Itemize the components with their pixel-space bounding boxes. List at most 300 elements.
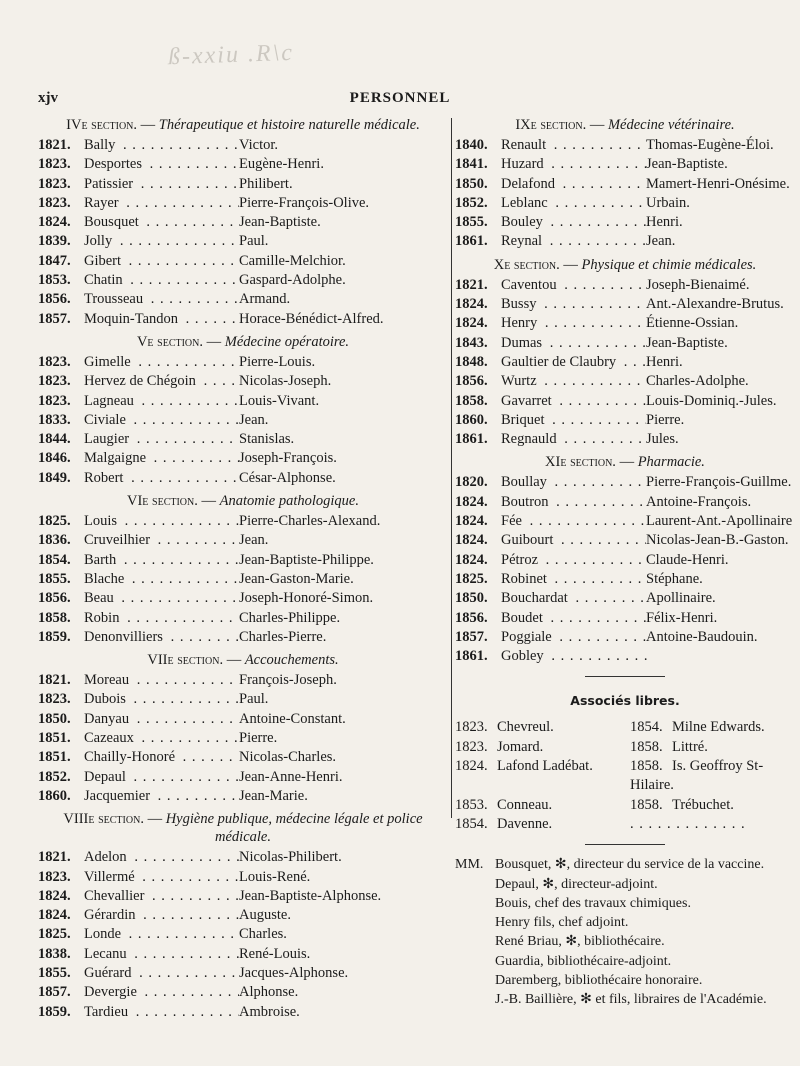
associate-name: Chevreul. bbox=[497, 719, 554, 736]
member-forenames: Victor. bbox=[239, 137, 278, 153]
section-dash: — bbox=[137, 117, 159, 133]
member-surname bbox=[84, 589, 239, 608]
member-forenames: Camille-Melchior. bbox=[239, 252, 346, 269]
member-surname bbox=[84, 690, 239, 709]
member-year: 1823. bbox=[38, 353, 71, 370]
section-subject: Pharmacie. bbox=[637, 454, 705, 471]
associate-name: Conneau. bbox=[497, 796, 553, 813]
member-row bbox=[455, 531, 795, 550]
member-surname-text: Henry bbox=[501, 315, 540, 331]
member-surname bbox=[84, 945, 239, 964]
member-surname bbox=[84, 155, 239, 174]
member-surname bbox=[84, 310, 239, 329]
member-forenames: Joseph-Bienaimé. bbox=[646, 276, 750, 293]
member-row bbox=[455, 175, 795, 194]
staff-line bbox=[455, 894, 795, 913]
member-forenames: Félix-Henri. bbox=[646, 609, 718, 626]
member-surname bbox=[84, 925, 239, 944]
member-row bbox=[455, 628, 795, 647]
member-year: 1850. bbox=[455, 175, 488, 192]
associate-entry bbox=[455, 796, 630, 815]
associate-entry bbox=[630, 815, 790, 834]
member-forenames: Louis-René. bbox=[239, 868, 311, 885]
section-subject: Anatomie pathologique. bbox=[219, 493, 359, 510]
member-forenames: Ant.-Alexandre-Brutus. bbox=[646, 296, 784, 313]
member-surname bbox=[501, 353, 646, 372]
member-surname-text: Jolly bbox=[84, 233, 115, 249]
associate-year: 1823. bbox=[455, 738, 488, 755]
member-row bbox=[455, 353, 795, 372]
member-row bbox=[38, 271, 448, 290]
member-row bbox=[455, 314, 795, 333]
member-forenames: Jean. bbox=[239, 411, 269, 428]
member-surname bbox=[501, 628, 646, 647]
member-forenames: Urbain. bbox=[646, 194, 690, 211]
member-row bbox=[38, 768, 448, 787]
member-surname bbox=[84, 906, 239, 925]
member-row bbox=[38, 983, 448, 1002]
associate-entry bbox=[630, 738, 790, 757]
member-row bbox=[455, 155, 795, 174]
member-surname-text: Barth bbox=[84, 552, 119, 568]
member-forenames: Jean-Baptiste-Philippe. bbox=[239, 551, 374, 568]
member-year: 1824. bbox=[455, 513, 488, 530]
staff-text: Guardia, bibliothécaire-adjoint. bbox=[495, 953, 672, 969]
member-forenames: Paul. bbox=[239, 233, 269, 250]
member-surname-text: Guibourt bbox=[501, 532, 556, 548]
member-surname bbox=[501, 570, 646, 589]
member-surname-text: Cruveilhier bbox=[84, 532, 153, 548]
member-year: 1856. bbox=[455, 373, 488, 390]
member-surname-text: Chevallier bbox=[84, 888, 147, 904]
member-surname-text: Adelon bbox=[84, 849, 130, 865]
member-surname bbox=[501, 551, 646, 570]
member-forenames: Jean-Baptiste. bbox=[239, 214, 321, 231]
associate-entry bbox=[630, 796, 790, 815]
member-surname-text: Villermé bbox=[84, 869, 138, 885]
section-title bbox=[38, 651, 448, 669]
member-row bbox=[38, 449, 448, 468]
section-subject: Médecine vétérinaire. bbox=[607, 117, 735, 133]
staff-text: René Briau, ✻, bibliothécaire. bbox=[495, 934, 665, 950]
member-surname bbox=[84, 848, 239, 867]
member-surname-text: Dumas bbox=[501, 335, 545, 351]
member-surname-text: Robert bbox=[84, 470, 126, 486]
member-surname-text: Moreau bbox=[84, 672, 132, 688]
member-year: 1846. bbox=[38, 450, 71, 467]
member-surname-text: Lagneau bbox=[84, 393, 137, 409]
member-surname bbox=[501, 194, 646, 213]
member-surname bbox=[84, 628, 239, 647]
member-year: 1849. bbox=[38, 469, 71, 486]
section-subject: Médecine opératoire. bbox=[224, 333, 350, 350]
member-year: 1821. bbox=[38, 137, 71, 153]
member-year: 1855. bbox=[38, 964, 71, 981]
member-surname bbox=[501, 392, 646, 411]
member-surname bbox=[84, 353, 239, 372]
section-title bbox=[38, 116, 448, 134]
member-surname-text: Gimelle bbox=[84, 354, 134, 370]
member-year: 1833. bbox=[38, 411, 71, 428]
member-surname-text: Poggiale bbox=[501, 629, 555, 645]
member-year: 1856. bbox=[38, 590, 71, 607]
member-forenames: Jules. bbox=[646, 431, 679, 448]
member-year: 1838. bbox=[38, 945, 71, 962]
associate-entry bbox=[455, 718, 630, 737]
member-forenames: Jacques-Alphonse. bbox=[239, 964, 349, 981]
section-dash: — bbox=[203, 333, 225, 350]
member-forenames: Charles. bbox=[239, 926, 287, 943]
member-surname bbox=[84, 964, 239, 983]
member-surname bbox=[501, 232, 646, 251]
page-folio: xjv bbox=[38, 90, 58, 106]
associate-year: 1854. bbox=[630, 719, 663, 736]
separator-rule bbox=[585, 844, 665, 845]
member-forenames: Eugène-Henri. bbox=[239, 156, 324, 173]
section-dash: — bbox=[559, 256, 582, 273]
member-surname-text: Lecanu bbox=[84, 946, 130, 962]
section-number: IVe section. bbox=[66, 117, 138, 133]
member-surname-text: Delafond bbox=[501, 176, 558, 192]
member-row bbox=[38, 729, 448, 748]
staff-line bbox=[455, 913, 795, 932]
member-row bbox=[38, 748, 448, 767]
member-surname-text: Guérard bbox=[84, 965, 135, 981]
member-row bbox=[455, 473, 795, 492]
right-column bbox=[455, 112, 795, 1010]
member-row bbox=[38, 411, 448, 430]
member-forenames: Nicolas-Joseph. bbox=[239, 373, 332, 390]
member-surname bbox=[84, 787, 239, 806]
member-year: 1852. bbox=[38, 768, 71, 785]
member-surname bbox=[84, 213, 239, 232]
member-year: 1843. bbox=[455, 334, 488, 351]
member-surname bbox=[501, 647, 648, 666]
member-surname bbox=[501, 430, 646, 449]
section-subject: Accouchements. bbox=[244, 652, 339, 669]
member-year: 1855. bbox=[455, 214, 488, 231]
member-forenames: Joseph-François. bbox=[239, 450, 337, 467]
member-row bbox=[455, 213, 795, 232]
associate-year: 1824. bbox=[455, 758, 488, 775]
academy-staff bbox=[455, 855, 795, 1009]
member-surname bbox=[84, 748, 239, 767]
member-surname-text: Patissier bbox=[84, 176, 136, 192]
member-surname bbox=[501, 136, 646, 155]
member-forenames: Pierre-Charles-Alexand. bbox=[239, 513, 381, 530]
member-surname-text: Reynal bbox=[501, 233, 545, 249]
member-row bbox=[38, 252, 448, 271]
staff-text: Daremberg, bibliothécaire honoraire. bbox=[495, 972, 703, 988]
member-forenames: Jean. bbox=[646, 233, 676, 250]
member-row bbox=[455, 411, 795, 430]
member-surname bbox=[501, 314, 646, 333]
member-row bbox=[38, 925, 448, 944]
member-surname bbox=[84, 551, 239, 570]
member-year: 1840. bbox=[455, 137, 488, 153]
member-surname bbox=[501, 473, 646, 492]
member-forenames: Jean-Baptiste. bbox=[646, 334, 728, 351]
member-row bbox=[38, 609, 448, 628]
member-year: 1857. bbox=[38, 984, 71, 1001]
member-surname-text: Rayer bbox=[84, 195, 122, 211]
member-surname bbox=[84, 194, 239, 213]
member-surname-text: Chatin bbox=[84, 272, 126, 288]
staff-line bbox=[455, 855, 795, 874]
section-title bbox=[38, 333, 448, 351]
associate-entry bbox=[455, 738, 630, 757]
member-surname bbox=[84, 1003, 239, 1022]
member-forenames: Claude-Henri. bbox=[646, 551, 729, 568]
member-forenames: Nicolas-Philibert. bbox=[239, 849, 342, 866]
member-year: 1856. bbox=[455, 609, 488, 626]
section-dash: — bbox=[223, 652, 245, 669]
column-divider bbox=[451, 118, 452, 818]
associate-entry bbox=[630, 757, 790, 796]
member-surname-text: Londe bbox=[84, 926, 124, 942]
member-surname-text: Briquet bbox=[501, 412, 548, 428]
member-row bbox=[455, 334, 795, 353]
separator-rule bbox=[585, 676, 665, 677]
member-forenames: Auguste. bbox=[239, 907, 291, 924]
member-row bbox=[38, 136, 448, 155]
member-forenames: Henri. bbox=[646, 353, 683, 370]
member-year: 1859. bbox=[38, 1003, 71, 1020]
member-year: 1823. bbox=[38, 691, 71, 708]
member-surname bbox=[84, 768, 239, 787]
member-forenames: Ambroise. bbox=[239, 1003, 300, 1020]
member-forenames: Charles-Pierre. bbox=[239, 628, 327, 645]
member-year: 1859. bbox=[38, 628, 71, 645]
member-forenames: Jean-Marie. bbox=[239, 787, 308, 804]
member-surname-text: Gavarret bbox=[501, 393, 555, 409]
member-year: 1857. bbox=[38, 310, 71, 327]
staff-line bbox=[455, 932, 795, 951]
member-surname bbox=[84, 175, 239, 194]
member-year: 1854. bbox=[38, 551, 71, 568]
member-year: 1821. bbox=[455, 276, 488, 293]
section-title bbox=[455, 256, 795, 274]
member-surname bbox=[84, 729, 239, 748]
section-number: Ve section. bbox=[136, 333, 204, 350]
member-year: 1820. bbox=[455, 474, 488, 491]
member-year: 1821. bbox=[38, 849, 71, 866]
member-surname bbox=[501, 531, 646, 550]
member-surname bbox=[501, 512, 646, 531]
member-surname bbox=[501, 276, 646, 295]
member-surname-text: Bussy bbox=[501, 296, 539, 312]
member-surname bbox=[84, 710, 239, 729]
member-surname bbox=[84, 671, 239, 690]
section-number: XIe section. bbox=[545, 454, 616, 471]
member-row bbox=[455, 276, 795, 295]
member-forenames: Pierre. bbox=[646, 411, 685, 428]
member-surname-text: Gibert bbox=[84, 253, 124, 269]
member-row bbox=[38, 868, 448, 887]
staff-text: Bousquet, ✻, directeur du service de la vaccine. bbox=[495, 857, 765, 873]
member-year: 1855. bbox=[38, 570, 71, 587]
member-forenames: Antoine-Constant. bbox=[239, 710, 346, 727]
associate-name: Trébuchet. bbox=[672, 796, 734, 813]
member-row bbox=[38, 589, 448, 608]
member-forenames: Philibert. bbox=[239, 175, 293, 192]
staff-line bbox=[455, 952, 795, 971]
member-row bbox=[455, 570, 795, 589]
associate-entry bbox=[630, 718, 790, 737]
member-row bbox=[38, 213, 448, 232]
staff-line bbox=[455, 990, 795, 1009]
member-forenames: Stanislas. bbox=[239, 431, 295, 448]
member-year: 1824. bbox=[455, 493, 488, 510]
member-surname bbox=[501, 295, 646, 314]
member-forenames: Apollinaire. bbox=[646, 590, 716, 607]
member-surname-text: Caventou bbox=[501, 277, 560, 293]
member-row bbox=[38, 155, 448, 174]
staff-text: Henry fils, chef adjoint. bbox=[495, 915, 629, 931]
member-year: 1824. bbox=[455, 315, 488, 332]
section-title bbox=[455, 116, 795, 134]
member-forenames: Pierre-François-Guillme. bbox=[646, 474, 792, 491]
section-dash: — bbox=[197, 493, 220, 510]
member-row bbox=[38, 290, 448, 309]
member-surname bbox=[84, 887, 239, 906]
member-surname-text: Fée bbox=[501, 513, 525, 529]
member-row bbox=[455, 232, 795, 251]
member-row bbox=[38, 310, 448, 329]
staff-text: Bouis, chef des travaux chimiques. bbox=[495, 895, 691, 911]
member-surname bbox=[84, 271, 239, 290]
member-surname-text: Boutron bbox=[501, 494, 552, 510]
member-forenames: Nicolas-Charles. bbox=[239, 749, 337, 766]
associates-heading: Associés libres. bbox=[570, 693, 680, 709]
section-number: Xe section. bbox=[493, 256, 560, 273]
section-title bbox=[455, 453, 795, 471]
member-surname-text: Boudet bbox=[501, 610, 546, 626]
member-surname bbox=[84, 531, 239, 550]
member-surname bbox=[501, 589, 646, 608]
member-row bbox=[38, 353, 448, 372]
member-row bbox=[38, 430, 448, 449]
member-forenames: Charles-Philippe. bbox=[239, 609, 341, 626]
library-stamp: ß-xxiu .R\c bbox=[167, 39, 295, 71]
section-title bbox=[38, 492, 448, 510]
member-row bbox=[38, 1003, 448, 1022]
member-surname bbox=[84, 430, 239, 449]
member-forenames: Antoine-François. bbox=[646, 493, 752, 510]
member-row bbox=[38, 887, 448, 906]
member-row bbox=[455, 493, 795, 512]
member-surname-text: Gobley bbox=[501, 648, 547, 664]
member-surname bbox=[501, 609, 646, 628]
staff-text: Depaul, ✻, directeur-adjoint. bbox=[495, 876, 658, 892]
associate-entry bbox=[455, 815, 630, 834]
member-surname-text: Trousseau bbox=[84, 291, 146, 307]
member-surname bbox=[84, 290, 239, 309]
member-year: 1852. bbox=[455, 194, 488, 211]
member-surname bbox=[501, 155, 646, 174]
staff-text: J.-B. Baillière, ✻ et fils, libraires de l'Académie. bbox=[495, 992, 767, 1008]
member-row bbox=[38, 570, 448, 589]
member-surname-text: Beau bbox=[84, 590, 117, 606]
member-forenames: Pierre-Louis. bbox=[239, 353, 316, 370]
member-year: 1823. bbox=[38, 392, 71, 409]
member-surname-text: Leblanc bbox=[501, 195, 551, 211]
member-surname-text: Moquin-Tandon bbox=[84, 311, 181, 327]
member-year: 1825. bbox=[455, 570, 488, 587]
member-year: 1851. bbox=[38, 730, 71, 747]
member-forenames: César-Alphonse. bbox=[239, 469, 336, 486]
member-forenames: Gaspard-Adolphe. bbox=[239, 272, 346, 289]
member-surname-text: Regnauld bbox=[501, 431, 560, 447]
member-forenames: Stéphane. bbox=[646, 570, 703, 587]
member-forenames: Nicolas-Jean-B.-Gaston. bbox=[646, 532, 789, 549]
member-year: 1860. bbox=[38, 787, 71, 804]
member-year: 1861. bbox=[455, 233, 488, 250]
member-forenames: Jean-Anne-Henri. bbox=[239, 768, 343, 785]
member-forenames bbox=[648, 647, 795, 666]
staff-prefix: MM. bbox=[455, 857, 484, 873]
member-row bbox=[455, 295, 795, 314]
member-surname bbox=[84, 232, 239, 251]
member-row bbox=[455, 372, 795, 391]
member-forenames: Armand. bbox=[239, 291, 291, 308]
member-year: 1847. bbox=[38, 252, 71, 269]
member-forenames: Alphonse. bbox=[239, 984, 299, 1001]
associates-list bbox=[455, 718, 795, 834]
member-surname bbox=[84, 609, 239, 628]
member-year: 1823. bbox=[38, 194, 71, 211]
member-row bbox=[38, 628, 448, 647]
member-forenames: Charles-Adolphe. bbox=[646, 373, 749, 390]
section-number: VIe section. bbox=[127, 493, 198, 510]
member-surname-text: Robinet bbox=[501, 571, 550, 587]
associate-year: 1853. bbox=[455, 796, 488, 813]
member-surname-text: Tardieu bbox=[84, 1004, 131, 1020]
associate-name: Davenne. bbox=[497, 815, 553, 832]
member-surname-text: Depaul bbox=[84, 769, 129, 785]
member-year: 1823. bbox=[38, 868, 71, 885]
member-surname bbox=[84, 136, 239, 155]
member-row bbox=[38, 551, 448, 570]
member-year: 1824. bbox=[38, 907, 71, 924]
member-forenames: Étienne-Ossian. bbox=[646, 315, 739, 332]
member-year: 1850. bbox=[38, 710, 71, 727]
member-row bbox=[38, 906, 448, 925]
member-surname bbox=[501, 213, 646, 232]
member-surname-text: Bousquet bbox=[84, 214, 142, 230]
member-surname-text: Devergie bbox=[84, 984, 140, 1000]
member-row bbox=[38, 531, 448, 550]
member-forenames: Horace-Bénédict-Alfred. bbox=[239, 310, 384, 327]
member-surname-text: Cazeaux bbox=[84, 730, 137, 746]
member-surname-text: Bouchardat bbox=[501, 590, 571, 606]
section-number: VIIIe section. bbox=[63, 811, 144, 828]
member-forenames: Louis-Vivant. bbox=[239, 392, 320, 409]
member-row bbox=[38, 690, 448, 709]
member-year: 1824. bbox=[455, 551, 488, 568]
member-surname-text: Louis bbox=[84, 513, 120, 529]
member-surname bbox=[84, 570, 239, 589]
member-forenames: Louis-Dominiq.-Jules. bbox=[646, 392, 777, 409]
associate-name: Milne Edwards. bbox=[672, 719, 765, 736]
member-row bbox=[38, 392, 448, 411]
member-surname-text: Robin bbox=[84, 610, 122, 626]
member-surname bbox=[84, 469, 239, 488]
member-forenames: Joseph-Honoré-Simon. bbox=[239, 590, 374, 607]
associate-year: 1858. bbox=[630, 796, 663, 813]
member-year: 1856. bbox=[38, 291, 71, 308]
member-surname-text: Gaultier de Claubry bbox=[501, 354, 619, 370]
